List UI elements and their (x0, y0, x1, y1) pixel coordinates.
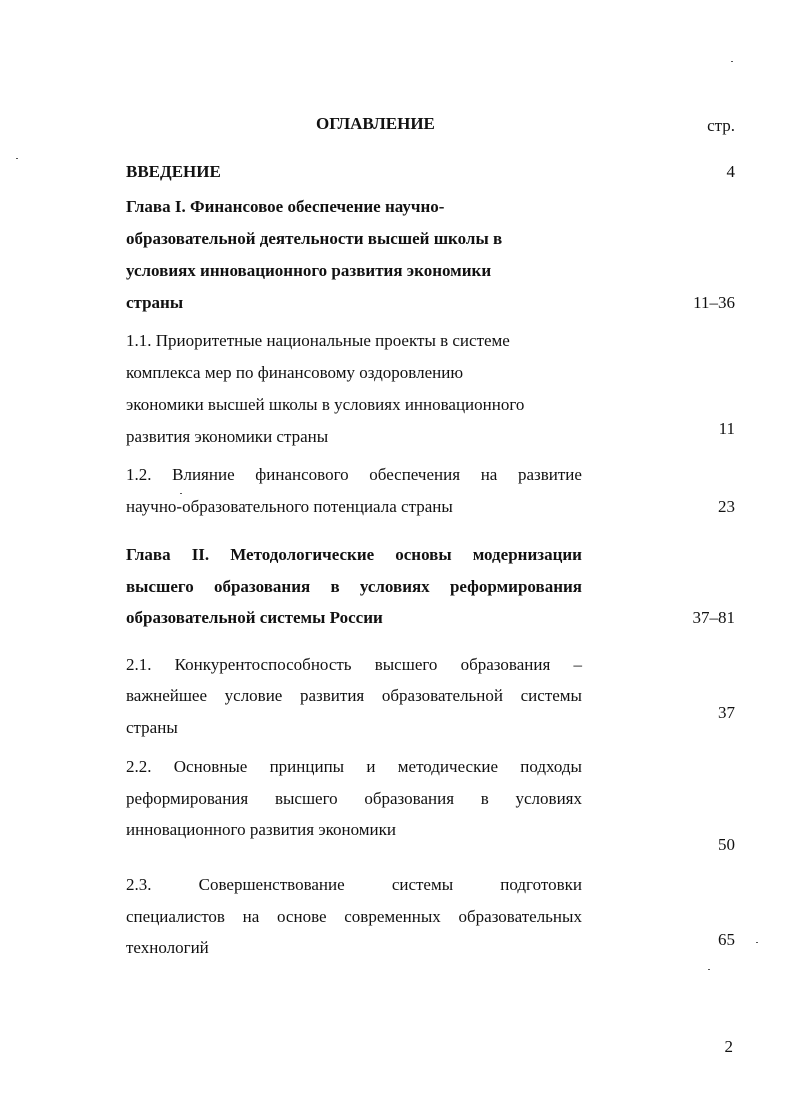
scan-speck (708, 969, 710, 970)
toc-title: ОГЛАВЛЕНИЕ (316, 114, 435, 133)
toc-s21-line-2: важнейшее условие развития образовательной системы (126, 686, 582, 705)
toc-intro-page: 4 (726, 162, 735, 181)
scan-speck (731, 61, 733, 62)
toc-ch1-line-2: образовательной деятельности высшей школы в (126, 229, 503, 248)
toc-ch1-line-3: условиях инновационного развития экономики (126, 261, 492, 280)
toc-s12-page: 23 (718, 497, 735, 516)
toc-s22-page: 50 (718, 835, 735, 854)
toc-ch2-line-3: образовательной системы России (126, 608, 383, 627)
page-number: 2 (724, 1037, 733, 1056)
toc-ch2-line-1: Глава II. Методологические основы модернизации (126, 545, 582, 564)
page-column-label: стр. (707, 116, 735, 135)
toc-s11-line-4: развития экономики страны (126, 427, 329, 446)
toc-s22-line-1: 2.2. Основные принципы и методические подходы (126, 757, 582, 776)
toc-s22-line-3: инновационного развития экономики (126, 820, 396, 839)
toc-ch1-page: 11–36 (693, 293, 735, 312)
toc-s12-line-1: 1.2. Влияние финансового обеспечения на развитие (126, 465, 582, 484)
toc-s23-line-2: специалистов на основе современных образовательных (126, 907, 582, 926)
toc-s11-line-1: 1.1. Приоритетные национальные проекты в системе (126, 331, 510, 350)
toc-s11-line-2: комплекса мер по финансовому оздоровлению (126, 363, 464, 382)
toc-s23-page: 65 (718, 930, 735, 949)
toc-s23-line-3: технологий (126, 938, 209, 957)
toc-s12-line-2: научно-образовательного потенциала страны (126, 497, 453, 516)
toc-s21-line-1: 2.1. Конкурентоспособность высшего образования – (126, 655, 582, 674)
toc-intro-title: ВВЕДЕНИЕ (126, 162, 221, 181)
scan-speck (16, 158, 18, 159)
toc-s22-line-2: реформирования высшего образования в условиях (126, 789, 582, 808)
toc-ch1-line-4: страны (126, 293, 184, 312)
toc-s23-line-1: 2.3. Совершенствование системы подготовки (126, 875, 582, 894)
toc-s11-page: 11 (718, 419, 735, 438)
toc-ch2-line-2: высшего образования в условиях реформирования (126, 577, 582, 596)
toc-ch2-page: 37–81 (692, 608, 735, 627)
scan-speck (180, 493, 182, 494)
toc-ch1-line-1: Глава I. Финансовое обеспечение научно- (126, 197, 445, 216)
toc-s21-line-3: страны (126, 718, 178, 737)
toc-s21-page: 37 (718, 703, 735, 722)
scan-speck (756, 942, 758, 943)
toc-s11-line-3: экономики высшей школы в условиях инновационного (126, 395, 525, 414)
